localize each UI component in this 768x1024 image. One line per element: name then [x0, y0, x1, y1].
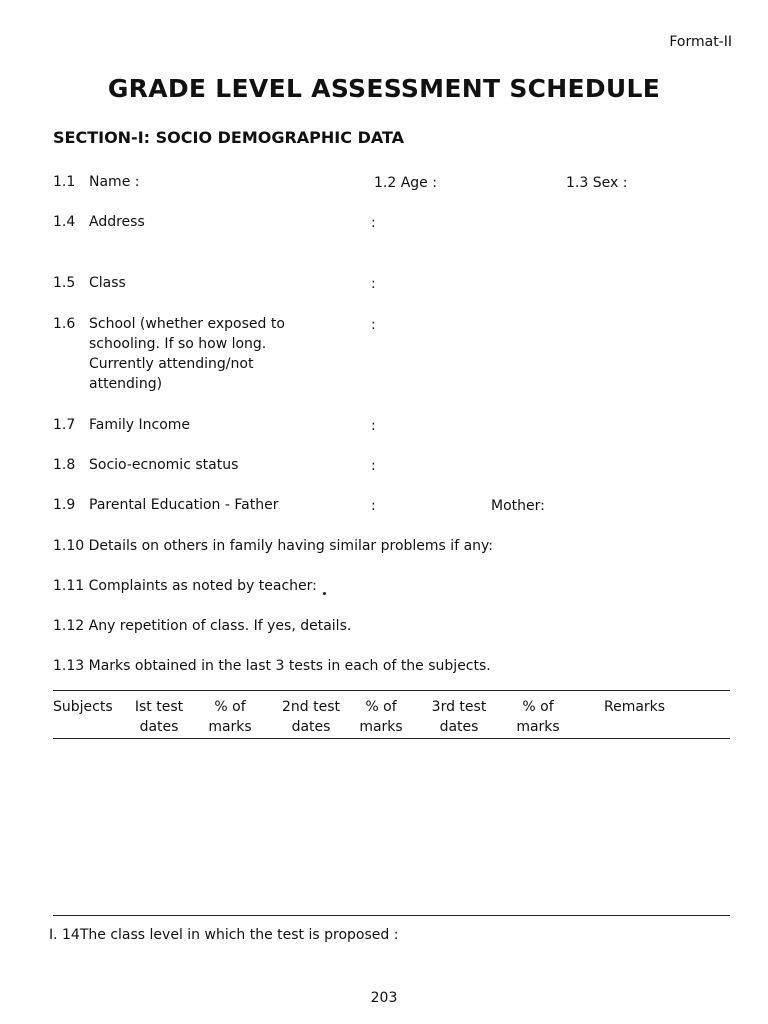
name-label: Name :: [89, 174, 140, 190]
th-3rd-test-dates: 3rd test dates: [431, 699, 487, 735]
field-num-1-7: 1.7: [53, 417, 76, 433]
th-1st-percent-marks: % of marks: [208, 699, 252, 735]
family-income-colon: :: [371, 418, 376, 434]
age-label: 1.2 Age :: [374, 175, 437, 191]
table-top-rule: [53, 690, 730, 691]
item-1-13: 1.13 Marks obtained in the last 3 tests in each of the subjects.: [53, 658, 491, 674]
sex-label: 1.3 Sex :: [566, 175, 628, 191]
field-num-1-1: 1.1: [53, 174, 76, 190]
parental-education-label: Parental Education - Father: [89, 497, 279, 513]
stray-dot: [323, 592, 326, 595]
school-label: School (whether exposed to schooling. If so how long. Currently attending/not attending): [89, 316, 285, 392]
th-2nd-test-dates: 2nd test dates: [281, 699, 340, 735]
item-1-11: 1.11 Complaints as noted by teacher:: [53, 578, 317, 594]
parental-education-colon: :: [371, 498, 376, 514]
class-label: Class: [89, 275, 126, 291]
th-3rd-percent-marks: % of marks: [516, 699, 560, 735]
th-1st-test-dates: Ist test dates: [134, 699, 184, 735]
field-num-1-8: 1.8: [53, 457, 76, 473]
field-num-1-5: 1.5: [53, 275, 76, 291]
th-remarks: Remarks: [604, 699, 666, 715]
field-num-1-9: 1.9: [53, 497, 76, 513]
table-bottom-rule: [53, 915, 730, 916]
socio-economic-colon: :: [371, 458, 376, 474]
class-colon: :: [371, 276, 376, 292]
address-colon: :: [371, 215, 376, 231]
mother-label: Mother:: [491, 498, 545, 514]
item-1-10: 1.10 Details on others in family having similar problems if any:: [53, 538, 494, 554]
field-num-1-4: 1.4: [53, 214, 76, 230]
table-header-rule: [53, 738, 730, 739]
page-number: 203: [370, 990, 398, 1006]
item-1-14: I. 14The class level in which the test is proposed :: [49, 927, 399, 943]
page-title: GRADE LEVEL ASSESSMENT SCHEDULE: [107, 74, 661, 103]
section-title: SECTION-I: SOCIO DEMOGRAPHIC DATA: [53, 128, 405, 147]
field-num-1-6: 1.6: [53, 316, 76, 332]
item-1-12: 1.12 Any repetition of class. If yes, details.: [53, 618, 352, 634]
th-subjects: Subjects: [53, 699, 113, 715]
th-2nd-percent-marks: % of marks: [359, 699, 403, 735]
socio-economic-label: Socio-ecnomic status: [89, 457, 239, 473]
school-colon: :: [371, 317, 376, 333]
format-label: Format-II: [669, 34, 732, 50]
address-label: Address: [89, 214, 145, 230]
family-income-label: Family Income: [89, 417, 191, 433]
